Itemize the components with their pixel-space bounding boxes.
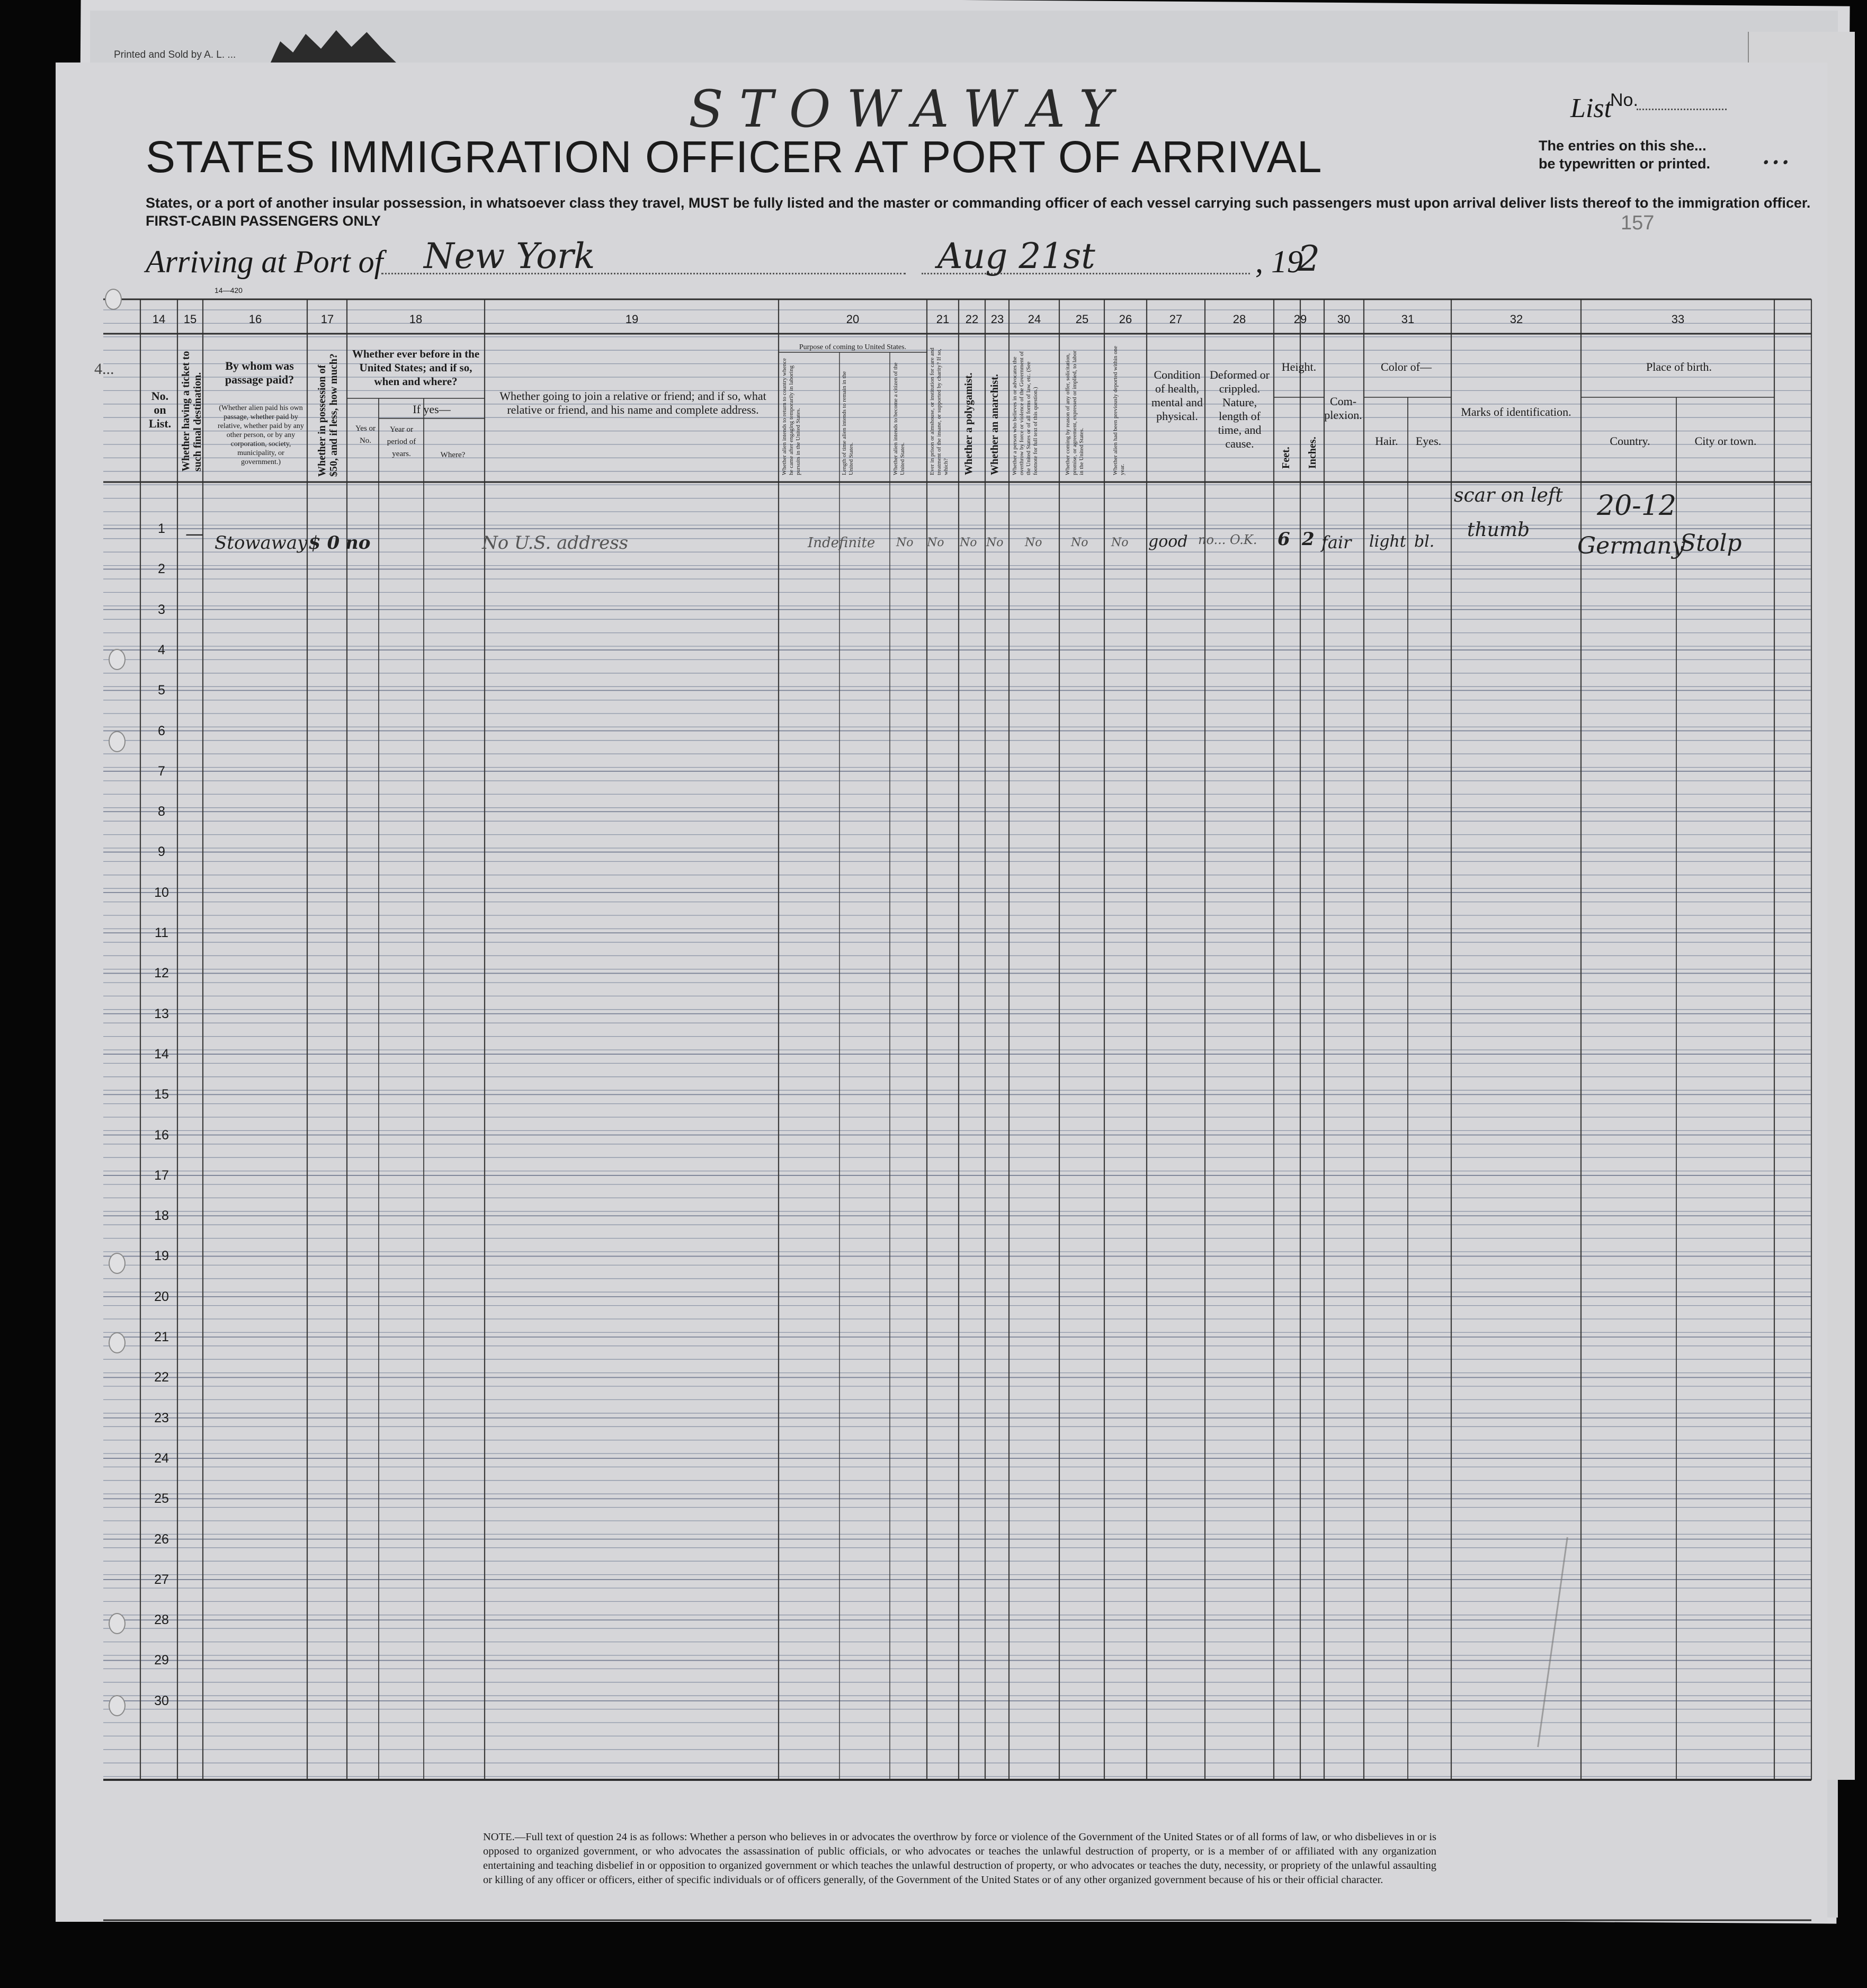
first-cabin-label: FIRST-CABIN PASSENGERS ONLY	[146, 213, 381, 229]
row1-money: $ 0	[308, 532, 340, 554]
binder-hole	[109, 1613, 126, 1634]
row1-deported: No	[1111, 536, 1129, 549]
row1-inches: 2	[1302, 529, 1315, 550]
header-citizen: Whether alien intends to become a citizen of the United States.	[892, 362, 906, 475]
form-number: 14—420	[215, 286, 243, 295]
header-city: City or town.	[1694, 434, 1757, 448]
header-purpose: Purpose of coming to United States.	[799, 343, 907, 351]
row1-marks-line1: scar on left	[1454, 485, 1563, 506]
binder-hole	[109, 1253, 126, 1274]
row-number: 10	[154, 885, 169, 900]
row1-polygamist: No	[960, 536, 977, 549]
row-number: 17	[154, 1167, 169, 1183]
header-purpose-return: Whether alien intends to return to country whence he came after engaging temporarily in laboring pursuits in the United States.	[781, 358, 801, 475]
margin-mark: 4...	[94, 360, 114, 378]
row-number: 3	[158, 602, 165, 617]
arriving-label: Arriving at Port of	[146, 244, 383, 279]
row1-anarchist: No	[986, 536, 1004, 549]
row1-feet: 6	[1278, 529, 1290, 550]
row-number: 5	[158, 683, 165, 698]
row1-country: Germany	[1577, 532, 1685, 559]
column-number: 30	[1337, 313, 1351, 326]
row-number: 2	[158, 561, 165, 577]
row-number: 30	[154, 1693, 169, 1708]
row1-ticket: —	[185, 523, 203, 545]
list-label: List	[1570, 93, 1612, 123]
row1-health: good	[1148, 532, 1188, 551]
row1-age-note: 20-12	[1597, 490, 1676, 522]
row1-overthrow: No	[1025, 536, 1042, 549]
binder-hole	[109, 1695, 126, 1716]
header-years: Year or period of years.	[387, 425, 416, 458]
column-number: 16	[248, 313, 262, 326]
row-number: 23	[154, 1410, 169, 1425]
row1-hair: light	[1369, 532, 1406, 551]
header-length: Length of time alien intends to remain in the United States.	[841, 371, 854, 475]
header-eyes: Eyes.	[1415, 434, 1442, 448]
header-overthrow: Whether a person who believes in or advocates the overthrow by force or violence of the Government of the United States or of all forms of law, etc. (See footnote for full text of this question.)	[1012, 351, 1039, 475]
header-health: Condition of health, mental and physical.	[1151, 368, 1203, 423]
header-passage-paid: By whom was passage paid?	[225, 359, 294, 386]
row1-passage: Stowaway	[215, 532, 308, 554]
column-number: 18	[409, 313, 423, 326]
year-prefix: , 19	[1255, 244, 1303, 279]
header-hair: Hair.	[1375, 434, 1398, 448]
printer-line: Printed and Sold by A. L. ...	[114, 49, 236, 60]
row-number: 25	[154, 1491, 169, 1506]
header-feet: Feet.	[1280, 447, 1292, 469]
row1-labor: No	[1071, 536, 1088, 549]
header-birthplace: Place of birth.	[1646, 360, 1712, 373]
column-number: 23	[990, 313, 1004, 326]
column-number: 19	[625, 313, 639, 326]
column-number: 24	[1028, 313, 1041, 326]
row1-joining: No U.S. address	[482, 532, 629, 554]
row-number: 29	[154, 1653, 169, 1668]
row-number: 14	[154, 1046, 169, 1062]
row-number: 1	[158, 521, 165, 536]
row-number: 12	[154, 966, 169, 981]
row-number: 9	[158, 844, 165, 860]
binder-hole	[109, 731, 126, 752]
row-number: 26	[154, 1531, 169, 1547]
header-color: Color of—	[1381, 360, 1432, 373]
row-number: 28	[154, 1612, 169, 1628]
row-number: 20	[154, 1289, 169, 1304]
column-number: 27	[1169, 313, 1183, 326]
page-title: STATES IMMIGRATION OFFICER AT PORT OF ARRIVAL	[146, 132, 1323, 182]
year-field: 2	[1298, 238, 1320, 279]
header-deported: Whether alien had been previously deported within one year.	[1112, 345, 1125, 475]
date-field: Aug 21st	[937, 236, 1095, 277]
header-where: Where?	[440, 451, 466, 459]
header-deformed: Deformed or crippled. Nature, length of time, and cause.	[1209, 368, 1270, 450]
header-complexion: Com-plexion.	[1324, 395, 1362, 422]
footnote: NOTE.—Full text of question 24 is as follows: Whether a person who believes in or advocates the overthrow by force or violence of the Government of the United States or of all forms of law, or who disbelieves in or is opposed to organized government, or who advocates the assassination of public officials, or who advocates or teaches the unlawful destruction of property, or is a member of or affiliated with any organization entertaining and teaching disbelief in or opposition to organized government or which teaches the unlawful destruction of property, or who advocates or teaches the duty, necessity, or propriety of the unlawful assaulting or killing of any officer or officers, either of specific individuals or of officers generally, of the Government of the United States or of any other organized government because of his or their official character.	[483, 1831, 1436, 1886]
header-money: Whether in possession of $50, and if less, how much?	[316, 353, 340, 477]
header-marks: Marks of identification.	[1461, 405, 1571, 418]
row-number: 19	[154, 1249, 169, 1264]
row1-city: Stolp	[1680, 530, 1742, 557]
margin-handwriting: ...	[1761, 135, 1791, 171]
column-number: 25	[1075, 313, 1089, 326]
list-number-label: No.	[1610, 90, 1638, 110]
row1-length: Indefinite	[808, 535, 876, 551]
header-no-on-list: No. on List.	[148, 389, 172, 430]
row-number: 4	[158, 642, 165, 657]
header-passage-sub: (Whether alien paid his own passage, whether paid by relative, whether paid by any other person, or by any corporation, society, municipality, or government.)	[218, 404, 304, 466]
row-number: 7	[158, 763, 165, 779]
header-country: Country.	[1610, 434, 1650, 448]
header-before-in-us: Whether ever before in the United States; and if so, when and where?	[352, 347, 480, 388]
row-number: 18	[154, 1208, 169, 1224]
row-number: 24	[154, 1450, 169, 1466]
binder-hole	[109, 1332, 126, 1353]
column-number: 28	[1232, 313, 1246, 326]
column-number: 14	[152, 313, 166, 326]
binder-hole	[105, 289, 122, 310]
row-number: 15	[154, 1087, 169, 1102]
header-prison: Ever in prison or almshouse, or institution for care and treatment of the insane, or supported by charity? If so, which?	[929, 347, 949, 475]
column-number: 21	[936, 313, 950, 326]
header-inches: Inches.	[1307, 436, 1318, 469]
row-number: 16	[154, 1127, 169, 1143]
column-number: 32	[1509, 313, 1523, 326]
header-anarchist: Whether an anarchist.	[989, 374, 1001, 475]
row1-complexion: fair	[1321, 532, 1352, 552]
header-labor-offer: Whether coming by reason of any offer, solicitation, promise, or agreement, expressed or implied, to labor in the United States.	[1065, 350, 1085, 475]
column-number: 22	[965, 313, 979, 326]
column-number: 17	[320, 313, 334, 326]
column-number: 29	[1293, 313, 1307, 326]
header-if-yes: If yes—	[413, 403, 451, 416]
row-number: 27	[154, 1572, 169, 1587]
row1-citizen: No	[896, 536, 914, 549]
binder-hole	[109, 649, 126, 670]
stowaway-stamp: STOWAWAY	[689, 79, 1129, 139]
column-number: 26	[1119, 313, 1132, 326]
row-number: 11	[155, 925, 168, 940]
row1-deformed: no... O.K.	[1198, 532, 1257, 547]
row1-prison: No	[927, 536, 944, 549]
margin-number: 157	[1621, 212, 1655, 234]
row1-marks-line2: thumb	[1467, 519, 1530, 541]
column-number: 15	[183, 313, 197, 326]
instruction-text: States, or a port of another insular possession, in whatsoever class they travel, MUST be fully listed and the master or commanding officer of each vessel carrying such passengers must upon arrival deliver lists thereof to the immigration officer.	[146, 195, 1811, 211]
header-polygamist: Whether a polygamist.	[963, 372, 975, 475]
header-ticket: Whether having a ticket to such final destination.	[180, 351, 203, 471]
column-number: 31	[1401, 313, 1415, 326]
header-height: Height.	[1281, 360, 1317, 373]
row-number: 6	[158, 723, 165, 738]
row-number: 13	[154, 1006, 169, 1021]
column-number: 33	[1671, 313, 1685, 326]
header-joining: Whether going to join a relative or friend; and if so, what relative or friend, and his name and complete address.	[499, 389, 766, 416]
row1-before: no	[345, 532, 371, 554]
column-number: 20	[846, 313, 860, 326]
row-number: 22	[154, 1370, 169, 1385]
row-number: 21	[154, 1330, 169, 1344]
row1-eyes: bl.	[1414, 532, 1435, 551]
port-field: New York	[424, 236, 595, 277]
row-number: 8	[158, 804, 165, 819]
header-yes-no: Yes or No.	[355, 424, 376, 445]
typed-instruction: The entries on this she... be typewritten or printed.	[1539, 138, 1711, 172]
